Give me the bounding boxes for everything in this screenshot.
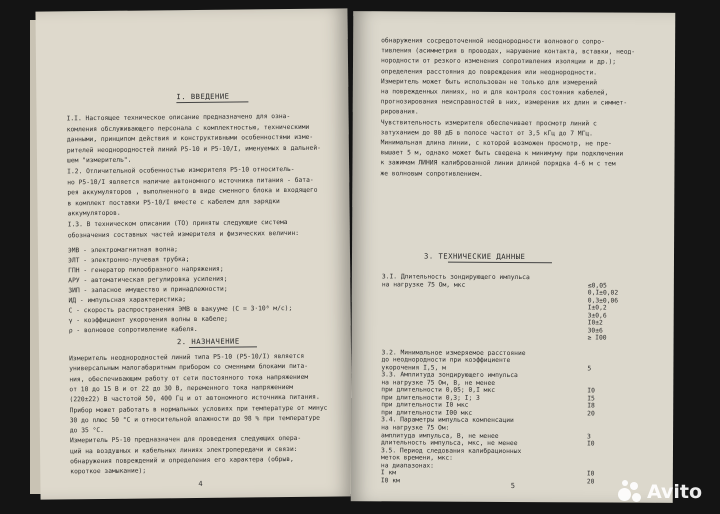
- avito-dots-icon: [618, 480, 642, 504]
- text-line: Измеритель Р5-10 предназначен для проведения следующих опера-: [69, 435, 302, 445]
- spec-label: меток времени, мкс:: [380, 454, 453, 462]
- spec-value: I0: [587, 387, 595, 395]
- text-line: Чувствительность измерителя обеспечивает просмотр линий с: [380, 118, 597, 128]
- spec-label: 3.I. Длительность зондирующего импульса: [381, 273, 530, 282]
- text-line: ЭЛТ - электронно-лучевая трубка;: [68, 256, 190, 265]
- page-number: 5: [510, 481, 516, 491]
- spec-label: укорочения I,5, м: [381, 363, 446, 372]
- text-line: универсальным малогабаритным прибором со сменными блоками пита-: [69, 363, 309, 373]
- text-line: в комплект поставки Р5-10/I вместе с кабелем для зарядки: [67, 197, 280, 208]
- spec-label: на нагрузке 75 Ом, мкс: [381, 280, 466, 289]
- text-line: до 35 °С.: [69, 427, 105, 435]
- spec-label: при длительности I0 мкс: [381, 401, 469, 410]
- heading-underline: [448, 262, 552, 264]
- text-line: Прибор может работать в нормальных условиях при температуре от минус: [69, 404, 328, 414]
- text-line: нородности от резкого изменения сопротивления изоляции и др.);: [381, 57, 617, 66]
- text-line: С - скорость распространения ЭМВ в вакууме (С = 3·10⁸ м/с);: [68, 304, 293, 315]
- spec-label: 3.3. Амплитуда зондирующего импульса: [381, 371, 518, 380]
- text-line: I.2. Отличительной особенностью измерителя Р5-10 относитель-: [67, 165, 295, 176]
- spec-label: длительность импульса, мкс, не менее: [381, 439, 518, 448]
- text-line: рирования.: [380, 108, 419, 116]
- spec-value: I5: [587, 395, 595, 403]
- right-page: [351, 11, 676, 503]
- spec-label: при длительности I00 мкс: [381, 409, 473, 417]
- spec-label: при длительности 0,3; I; 3: [381, 394, 480, 402]
- text-line: ρ - волновое сопротивление кабеля.: [68, 325, 198, 335]
- spec-label: 3.2. Минимальное измеряемое расстояние: [381, 348, 526, 357]
- text-line: ЭМВ - электромагнитная волна;: [67, 246, 178, 255]
- spec-label: 3.4. Параметры импульса компенсации: [381, 416, 514, 425]
- text-line: затуханием до 80 дБ в полосе частот от 3,5 кГц до 7 МГц.: [380, 129, 593, 138]
- text-line: от 10 до 15 В и от 22 до 30 В, переменного тока напряжением: [69, 383, 294, 394]
- text-line: обозначения составных частей измерителя и физических величин:: [67, 229, 300, 239]
- text-line: данными, принципом действия и конструктивными особенностями изме-: [66, 133, 314, 144]
- spec-label: 3.5. Период следования калибрационных: [380, 446, 522, 455]
- heading-underline: [176, 101, 248, 103]
- text-line: обнаружения сосредоточенной неоднородности волнового сопро-: [381, 37, 605, 46]
- spec-label: I0 км: [380, 477, 400, 485]
- text-line: ГПН - генератор пилообразного напряжения;: [68, 265, 224, 275]
- spec-value: ≤0,05: [587, 281, 607, 290]
- spec-label: до неоднородности при коэффициенте: [381, 356, 511, 365]
- text-line: короткое замыкание);: [70, 467, 147, 476]
- spec-value: 0,I±0,02: [587, 289, 619, 297]
- text-line: Измеритель неоднородностей линий типа Р5-10 (Р5-10/I) является: [69, 352, 305, 363]
- text-line: но Р5-10/I является наличие автономного источника питания - бата-: [67, 176, 314, 186]
- text-line: 30 до плюс 50 °С и относительной влажности до 98 % при температуре: [69, 414, 320, 425]
- text-line: I.I. Настоящее техническое описание предназначено для озна-: [66, 112, 291, 123]
- spec-value: 5: [587, 364, 592, 373]
- text-line: АРУ - автоматическая регулировка усиления;: [68, 275, 228, 285]
- spec-value: 0,3±0,06: [587, 297, 619, 305]
- spec-value: I0±2: [587, 319, 603, 327]
- spec-label: при длительности 0,05; 0,I мкс: [381, 386, 496, 395]
- spec-value: 20: [586, 478, 595, 486]
- spec-value: ≥ I00: [587, 334, 607, 342]
- text-line: на поврежденных линиях, но и для контроля состояния кабелей,: [380, 88, 609, 97]
- text-line: обнаружения повреждений и определения его характера (обрыв,: [70, 455, 294, 466]
- spec-value: 30±6: [587, 327, 603, 335]
- text-line: к зажимам ЛИНИЯ калиброванной линии длиной порядка 4-6 м с тем: [380, 159, 616, 168]
- spec-value: 3±0,6: [587, 312, 607, 320]
- text-line: Минимальная длина линии, с которой возможен просмотр, не пре-: [380, 139, 612, 148]
- text-line: ния, обеспечивающим работу от сети постоянного тока напряжением: [69, 373, 309, 383]
- text-line: ций на воздушных и кабельных линиях электропередачи и связи:: [70, 445, 298, 455]
- spec-value: 3: [587, 432, 591, 440]
- text-line: ИД - импульсная характеристика;: [68, 296, 187, 305]
- spec-label: амплитуда импульса, В, не менее: [381, 431, 499, 440]
- text-line: Измеритель может быть использован не только для измерений: [380, 78, 598, 87]
- avito-logo-text: Avito: [646, 481, 702, 503]
- text-line: рея аккумуляторов , выполненного в виде сменного блока и входящего: [67, 186, 318, 197]
- left-page: [35, 8, 352, 499]
- text-line: рителей неоднородностей линий Р5-10 и Р5-10/I, именуемых в дальней-: [66, 144, 321, 155]
- text-line: аккумуляторов.: [67, 210, 121, 218]
- text-line: шем "измеритель".: [66, 157, 132, 165]
- spec-value: 20: [587, 410, 595, 418]
- spec-label: I км: [380, 469, 397, 477]
- section-heading-specs: 3. ТЕХНИЧЕСКИЕ ДАННЫЕ: [423, 251, 526, 262]
- spec-label: на нагрузке 75 Ом:: [381, 424, 450, 432]
- text-line: комления обслуживающего персонала с комплектностью, техническими: [66, 123, 310, 133]
- text-line: тивления (асимметрия в проводах, нарушение контакта, вставки, неод-: [381, 47, 636, 56]
- page-number: 4: [198, 479, 203, 488]
- spec-label: на диапазонах:: [380, 462, 435, 470]
- heading-underline: [189, 346, 257, 348]
- text-line: γ - коэффициент укорочения волны в кабеле;: [68, 315, 228, 325]
- text-line: I.3. В техническом описании (ТО) приняты следующие система: [67, 219, 288, 229]
- text-line: же волновым сопротивлением.: [380, 169, 483, 178]
- text-line: определения расстояния до повреждения или неоднородности.: [380, 67, 598, 77]
- spec-value: I±0,2: [587, 304, 607, 312]
- text-line: вышает 5 м, однако может быть сведена к минимуму при подключении: [380, 149, 624, 158]
- section-heading-purpose: 2. НАЗНАЧЕНИЕ: [176, 336, 240, 347]
- text-line: прогнозирования неисправностей в них, измерения их длин и симмет-: [380, 98, 628, 107]
- spec-label: на нагрузке 75 Ом, В, не менее: [381, 378, 496, 387]
- right-top-paragraphs: [353, 11, 675, 178]
- spec-value: I0: [586, 470, 595, 478]
- text-line: ЗИП - запасное имущество и принадлежности;: [68, 285, 228, 295]
- spec-value: I8: [587, 402, 595, 410]
- spec-value: I0: [587, 440, 595, 448]
- text-line: (220±22) В частотой 50, 400 Гц и от автономного источника питания.: [69, 393, 320, 404]
- section-heading-introduction: I. ВВЕДЕНИЕ: [176, 91, 230, 102]
- avito-watermark: [618, 480, 702, 504]
